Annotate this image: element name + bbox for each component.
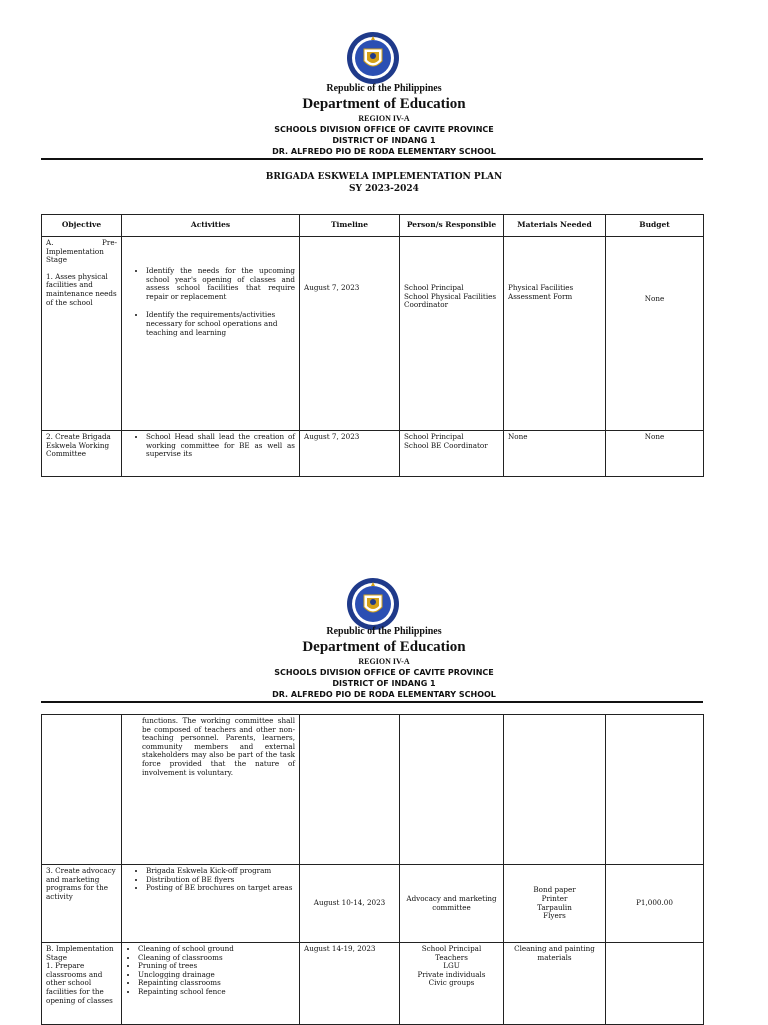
division-line: SCHOOLS DIVISION OFFICE OF CAVITE PROVINCE: [274, 125, 494, 134]
page-1: [0, 0, 768, 500]
objective-text: 1. Prepare classrooms and other school facilities for the opening of classes: [46, 961, 113, 1005]
timeline-cell: [300, 865, 400, 943]
materials-text: Bond paper: [533, 885, 576, 895]
timeline-cell: [300, 431, 400, 477]
materials-cell: [504, 865, 606, 943]
region-line: REGION IV-A: [358, 657, 410, 666]
activities-cell: [122, 431, 300, 477]
materials-text: Printer: [541, 893, 568, 903]
activity-item: • School Head shall lead the creation of working committee for BE as well as supervise its: [146, 433, 295, 459]
budget-cell: [606, 865, 704, 943]
plan-title: BRIGADA ESKWELA IMPLEMENTATION PLAN: [265, 172, 503, 182]
person-text: Private individuals: [417, 969, 486, 979]
header-timeline: Timeline: [300, 215, 400, 237]
stage-label: B. Implementation Stage: [46, 944, 114, 962]
table-row: [42, 943, 704, 1025]
materials-cell: [504, 715, 606, 865]
header-rule: [41, 701, 703, 703]
materials-cell: [504, 943, 606, 1025]
department-title: Department of Education: [302, 96, 466, 112]
objective-cell: [42, 237, 122, 431]
plan-table-page2: [41, 714, 704, 1025]
materials-text: None: [508, 432, 528, 441]
timeline-text: August 7, 2023: [304, 432, 360, 441]
person-cell: [400, 943, 504, 1025]
district-line: DISTRICT OF INDANG 1: [332, 136, 436, 145]
republic-line: Republic of the Philippines: [326, 626, 442, 637]
header-rule: [41, 158, 703, 160]
objective-cell: [42, 715, 122, 865]
table-row: [42, 431, 704, 477]
activity-item: • Identify the requirements/activities necessary for school operations and teaching and learning: [146, 311, 295, 337]
plan-year: SY 2023-2024: [349, 184, 419, 194]
person-text: LGU: [443, 961, 460, 971]
budget-text: P1,000.00: [636, 898, 673, 908]
materials-cell: [504, 237, 606, 431]
page-2: [0, 560, 768, 1024]
person-text: Teachers: [435, 952, 468, 962]
person-cell: [400, 237, 504, 431]
activity-item: • Cleaning of school ground: [138, 945, 295, 954]
timeline-cell: [300, 237, 400, 431]
person-cell: [400, 715, 504, 865]
activity-item: • Brigada Eskwela Kick-off program: [146, 867, 295, 876]
person-text: Civic groups: [428, 978, 475, 988]
header-materials: Materials Needed: [504, 215, 606, 237]
district-line: DISTRICT OF INDANG 1: [332, 679, 436, 688]
activities-cell: [122, 237, 300, 431]
person-cell: [400, 865, 504, 943]
person-text: School Principal: [421, 944, 482, 953]
stage-label: A. Pre-Implementation Stage: [46, 238, 117, 265]
header-person: Person/s Responsible: [400, 215, 504, 237]
materials-text: Flyers: [543, 911, 566, 921]
table-row: [42, 715, 704, 865]
budget-text: None: [644, 294, 665, 303]
materials-cell: [504, 431, 606, 477]
table-row: [42, 237, 704, 431]
header-objective: Objective: [42, 215, 122, 237]
header-budget: Budget: [606, 215, 704, 237]
objective-cell: [42, 943, 122, 1025]
republic-line: Republic of the Philippines: [326, 83, 442, 94]
budget-text: None: [644, 432, 665, 441]
activity-item: • Distribution of BE flyers: [146, 876, 295, 885]
person-text: School Principal: [404, 432, 464, 441]
activities-cell: [122, 943, 300, 1025]
person-text: School Principal: [404, 283, 464, 292]
materials-text: Physical Facilities Assessment Form: [508, 283, 574, 301]
activity-item: • Pruning of trees: [138, 962, 295, 971]
budget-cell: [606, 943, 704, 1025]
person-text: School BE Coordinator: [404, 440, 488, 450]
school-line: DR. ALFREDO PIO DE RODA ELEMENTARY SCHOOL: [272, 690, 496, 699]
table-header-row: [42, 215, 704, 237]
timeline-text: August 7, 2023: [304, 283, 360, 292]
activity-item: • Cleaning of classrooms: [138, 954, 295, 963]
activity-item: • Repainting classrooms: [138, 979, 295, 988]
person-text: School Physical Facilities Coordinator: [404, 291, 497, 310]
objective-text: 3. Create advocacy and marketing programs for the activity: [46, 866, 116, 901]
budget-cell: [606, 431, 704, 477]
timeline-cell: [300, 715, 400, 865]
objective-text: 2. Create Brigada Eskwela Working Committee: [46, 432, 111, 459]
activities-cell: [122, 865, 300, 943]
timeline-text: August 14-19, 2023: [304, 944, 376, 953]
person-cell: [400, 431, 504, 477]
objective-cell: [42, 865, 122, 943]
person-text: Advocacy and marketing committee: [406, 893, 497, 912]
objective-cell: [42, 431, 122, 477]
division-line: SCHOOLS DIVISION OFFICE OF CAVITE PROVINCE: [274, 668, 494, 677]
school-line: DR. ALFREDO PIO DE RODA ELEMENTARY SCHOOL: [272, 147, 496, 156]
activity-item: • Unclogging drainage: [138, 971, 295, 980]
deped-seal-icon: [346, 577, 400, 631]
objective-text: 1. Asses physical facilities and maintenance needs of the school: [46, 271, 117, 307]
deped-seal-icon: [346, 31, 400, 85]
activity-item: • Identify the needs for the upcoming school year's opening of classes and assess school facilities that require repair or replacement: [146, 267, 295, 301]
timeline-cell: [300, 943, 400, 1025]
region-line: REGION IV-A: [358, 114, 410, 123]
header-activities: Activities: [122, 215, 300, 237]
activity-continuation: functions. The working committee shall be composed of teachers and other non-teaching personnel. Parents, learners, community members and external stakeholders may also be part of the task force provided that the nature of involvement is voluntary.: [142, 716, 295, 777]
materials-text: Tarpaulin: [537, 902, 572, 912]
timeline-text: August 10-14, 2023: [313, 898, 386, 908]
materials-text: Cleaning and painting materials: [514, 944, 595, 962]
department-title: Department of Education: [302, 639, 466, 655]
activity-item: • Posting of BE brochures on target areas: [146, 884, 295, 893]
budget-cell: [606, 715, 704, 865]
budget-cell: [606, 237, 704, 431]
table-row: [42, 865, 704, 943]
plan-table-page1: [41, 214, 704, 477]
activities-cell: [122, 715, 300, 865]
activity-item: • Repainting school fence: [138, 988, 295, 997]
